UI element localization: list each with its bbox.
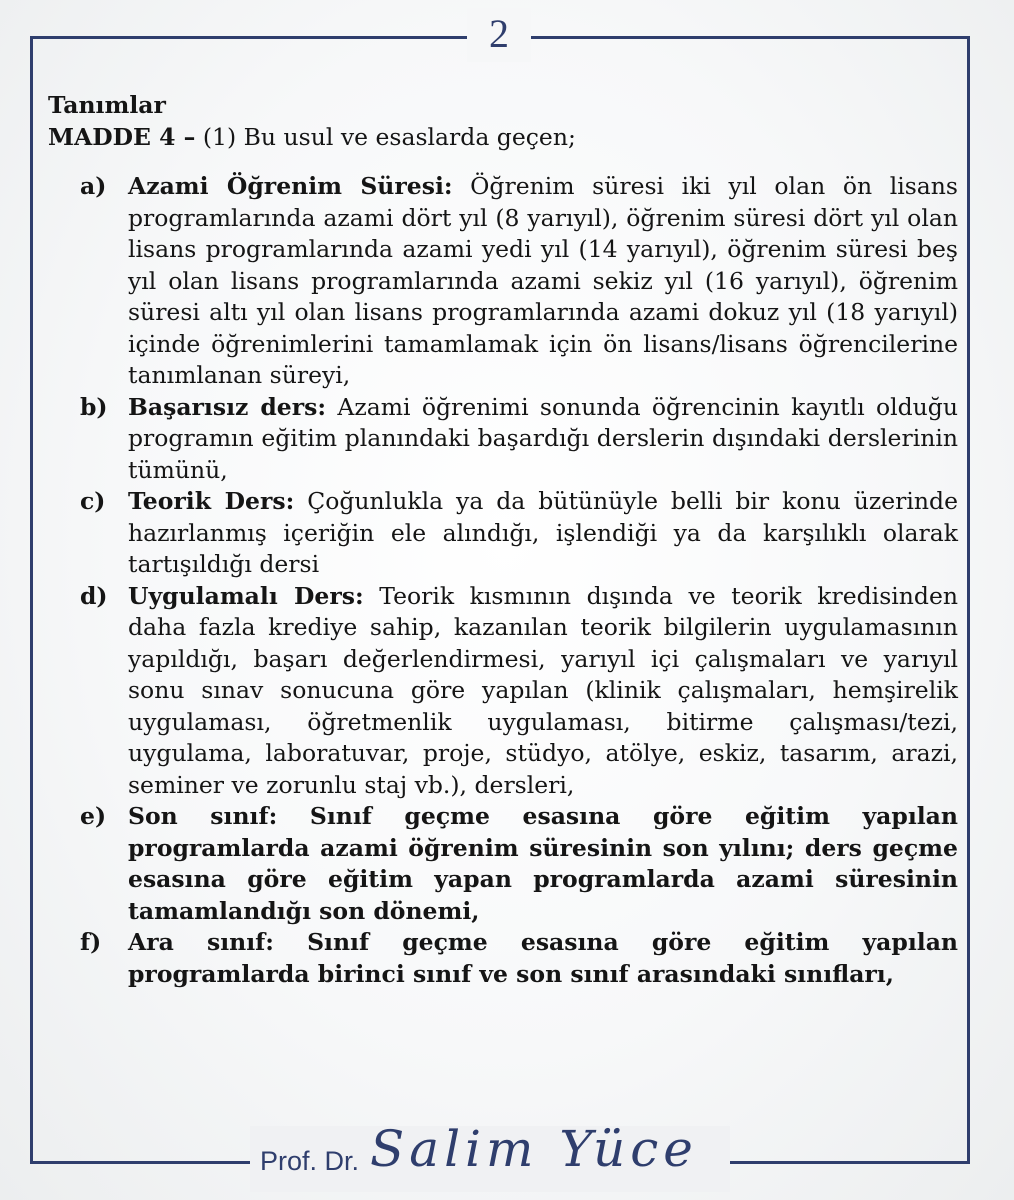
definition-letter: c) [80, 487, 106, 515]
definition-text: Azami öğrenimi sonunda öğrencinin kayıtlı olduğu programın eğitim planındaki başardığı derslerin dışındaki derslerinin tümünü, [128, 392, 958, 484]
definition-item-f [48, 927, 958, 990]
definition-term: Azami Öğrenim Süresi: [128, 172, 453, 200]
definition-letter: a) [80, 172, 107, 200]
definition-letter: d) [80, 581, 108, 610]
section-title: Tanımlar [48, 91, 166, 119]
article-line [48, 122, 958, 154]
definition-text: Çoğunlukla ya da bütünüyle belli bir konu üzerinde hazırlanmış içeriğin ele alındığı, işlendiği ya da karşılıklı olarak tartışıldığı dersi [128, 487, 958, 578]
definition-letter: e) [80, 802, 107, 830]
definition-text: Sınıf geçme esasına göre eğitim yapılan programlarda azami öğrenim süresinin son yılını; ders geçme esasına göre eğitim yapan programlarda azami süresinin tamamlandığı son dönemi, [128, 802, 958, 925]
definition-term: Uygulamalı Ders: [128, 581, 364, 610]
definition-item-c [48, 486, 958, 581]
definition-term: Başarısız ders: [128, 392, 327, 421]
definition-text: Öğrenim süresi iki yıl olan ön lisans programlarında azami dört yıl (8 yarıyıl), öğrenim süresi dört yıl olan lisans programlarında azami yedi yıl (14 yarıyıl), öğrenim süresi beş yıl olan lisans programlarında azami sekiz yıl (16 yarıyıl), öğrenim süresi altı yıl olan lisans programlarında azami dokuz yıl (18 yarıyıl) içinde öğrenimlerini tamamlamak için ön lisans/lisans öğrencilerine tanımlanan süreyi, [128, 172, 958, 389]
definition-text: Sınıf geçme esasına göre eğitim yapılan programlarda birinci sınıf ve son sınıf arasındaki sınıfları, [128, 928, 959, 988]
definition-term: Ara sınıf: [128, 928, 274, 956]
definition-letter: b) [80, 392, 108, 421]
definition-term: Teorik Ders: [128, 487, 295, 515]
definition-term: Son sınıf: [128, 802, 278, 830]
definition-item-b [48, 392, 958, 487]
signature-name: Salim Yüce [370, 1120, 698, 1178]
definition-item-e [48, 801, 958, 927]
page-number: 2 [467, 8, 531, 62]
definition-item-d [48, 581, 958, 802]
document-body [48, 90, 958, 990]
definition-item-a [48, 171, 958, 392]
definition-letter: f) [80, 928, 102, 956]
article-number: MADDE 4 – [48, 122, 196, 151]
article-intro: (1) Bu usul ve esaslarda geçen; [202, 122, 576, 151]
definition-text: Teorik kısmının dışında ve teorik kredisinden daha fazla krediye sahip, kazanılan teorik bilgilerin uygulamasının yapıldığı, başarı değerlendirmesi, yarıyıl içi çalışmaları ve yarıyıl sonu sınav sonucuna göre yapılan (klinik çalışmaları, hemşirelik uygulaması, öğretmenlik uygulaması, bitirme çalışması/tezi, uygulama, laboratuvar, proje, stüdyo, atölye, eskiz, tasarım, arazi, seminer ve zorunlu staj vb.), dersleri, [128, 581, 958, 799]
signature-title: Prof. Dr. [260, 1146, 360, 1176]
